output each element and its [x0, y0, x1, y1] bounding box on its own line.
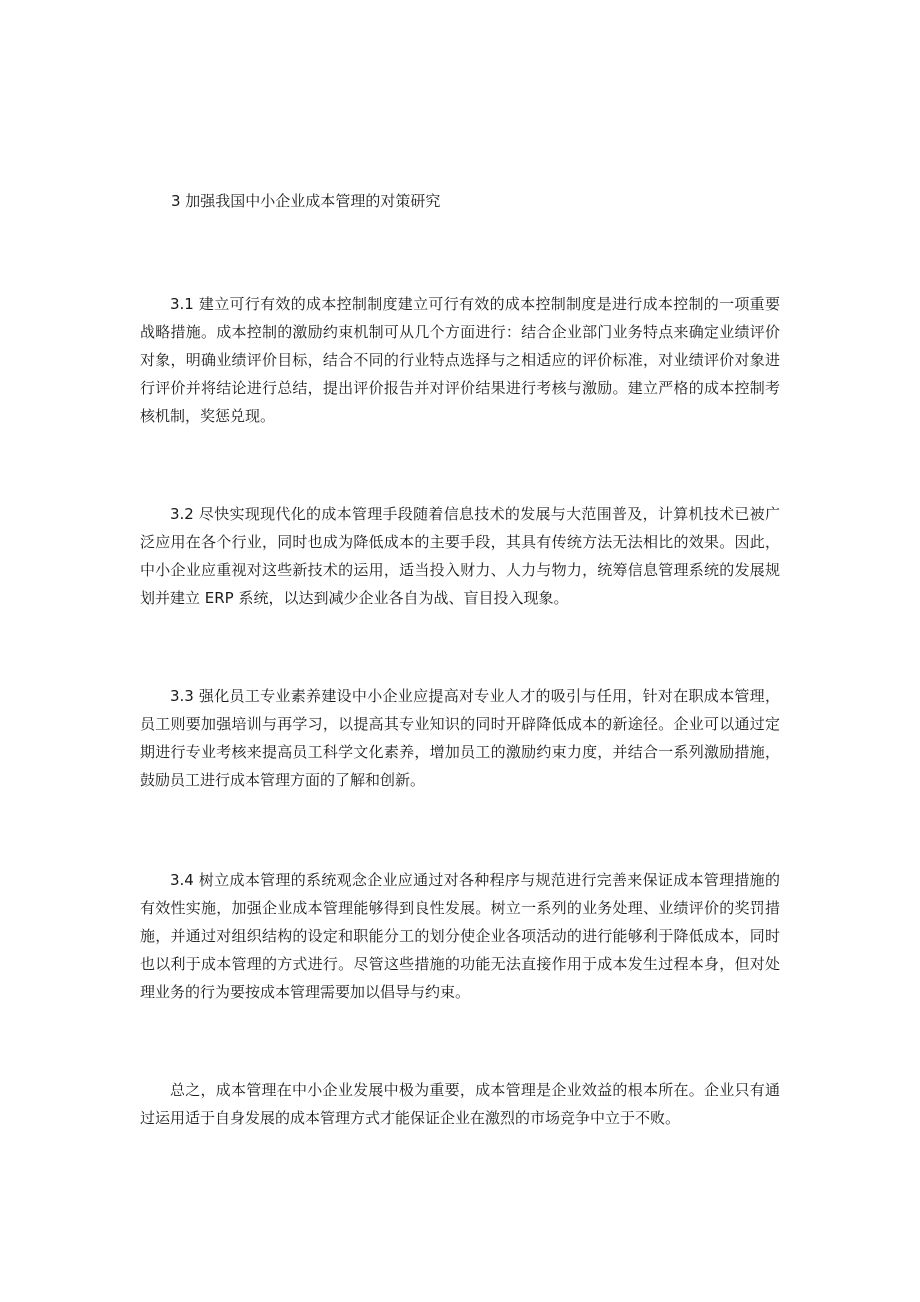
paragraph-conclusion: 总之，成本管理在中小企业发展中极为重要，成本管理是企业效益的根本所在。企业只有通过运用适于自身发展的成本管理方式才能保证企业在激烈的市场竞争中立于不败。	[140, 1081, 780, 1127]
section-heading: 3 加强我国中小企业成本管理的对策研究	[171, 192, 441, 210]
paragraph-3-4: 3.4 树立成本管理的系统观念企业应通过对各种程序与规范进行完善来保证成本管理措施的有效性实施，加强企业成本管理能够得到良性发展。树立一系列的业务处理、业绩评价的奖罚措施，并通过对组织结构的设定和职能分工的划分使企业各项活动的进行能够利于降低成本，同时也以利于成本管理的方式进行。尽管这些措施的功能无法直接作用于成本发生过程本身，但对处理业务的行为要按成本管理需要加以倡导与约束。	[140, 871, 780, 1001]
paragraph-3-3: 3.3 强化员工专业素养建设中小企业应提高对专业人才的吸引与任用，针对在职成本管理，员工则要加强培训与再学习，以提高其专业知识的同时开辟降低成本的新途径。企业可以通过定期进行专业考核来提高员工科学文化素养，增加员工的激励约束力度，并结合一系列激励措施，鼓励员工进行成本管理方面的了解和创新。	[140, 687, 780, 789]
paragraph-3-2: 3.2 尽快实现现代化的成本管理手段随着信息技术的发展与大范围普及，计算机技术已被广泛应用在各个行业，同时也成为降低成本的主要手段，其具有传统方法无法相比的效果。因此，中小企业应重视对这些新技术的运用，适当投入财力、人力与物力，统筹信息管理系统的发展规划并建立 ERP 系统，以达到减少企业各自为战、盲目投入现象。	[140, 505, 780, 607]
paragraph-3-1: 3.1 建立可行有效的成本控制制度建立可行有效的成本控制制度是进行成本控制的一项重要战略措施。成本控制的激励约束机制可从几个方面进行：结合企业部门业务特点来确定业绩评价对象，明确业绩评价目标，结合不同的行业特点选择与之相适应的评价标准，对业绩评价对象进行评价并将结论进行总结，提出评价报告并对评价结果进行考核与激励。建立严格的成本控制考核机制，奖惩兑现。	[140, 295, 780, 425]
